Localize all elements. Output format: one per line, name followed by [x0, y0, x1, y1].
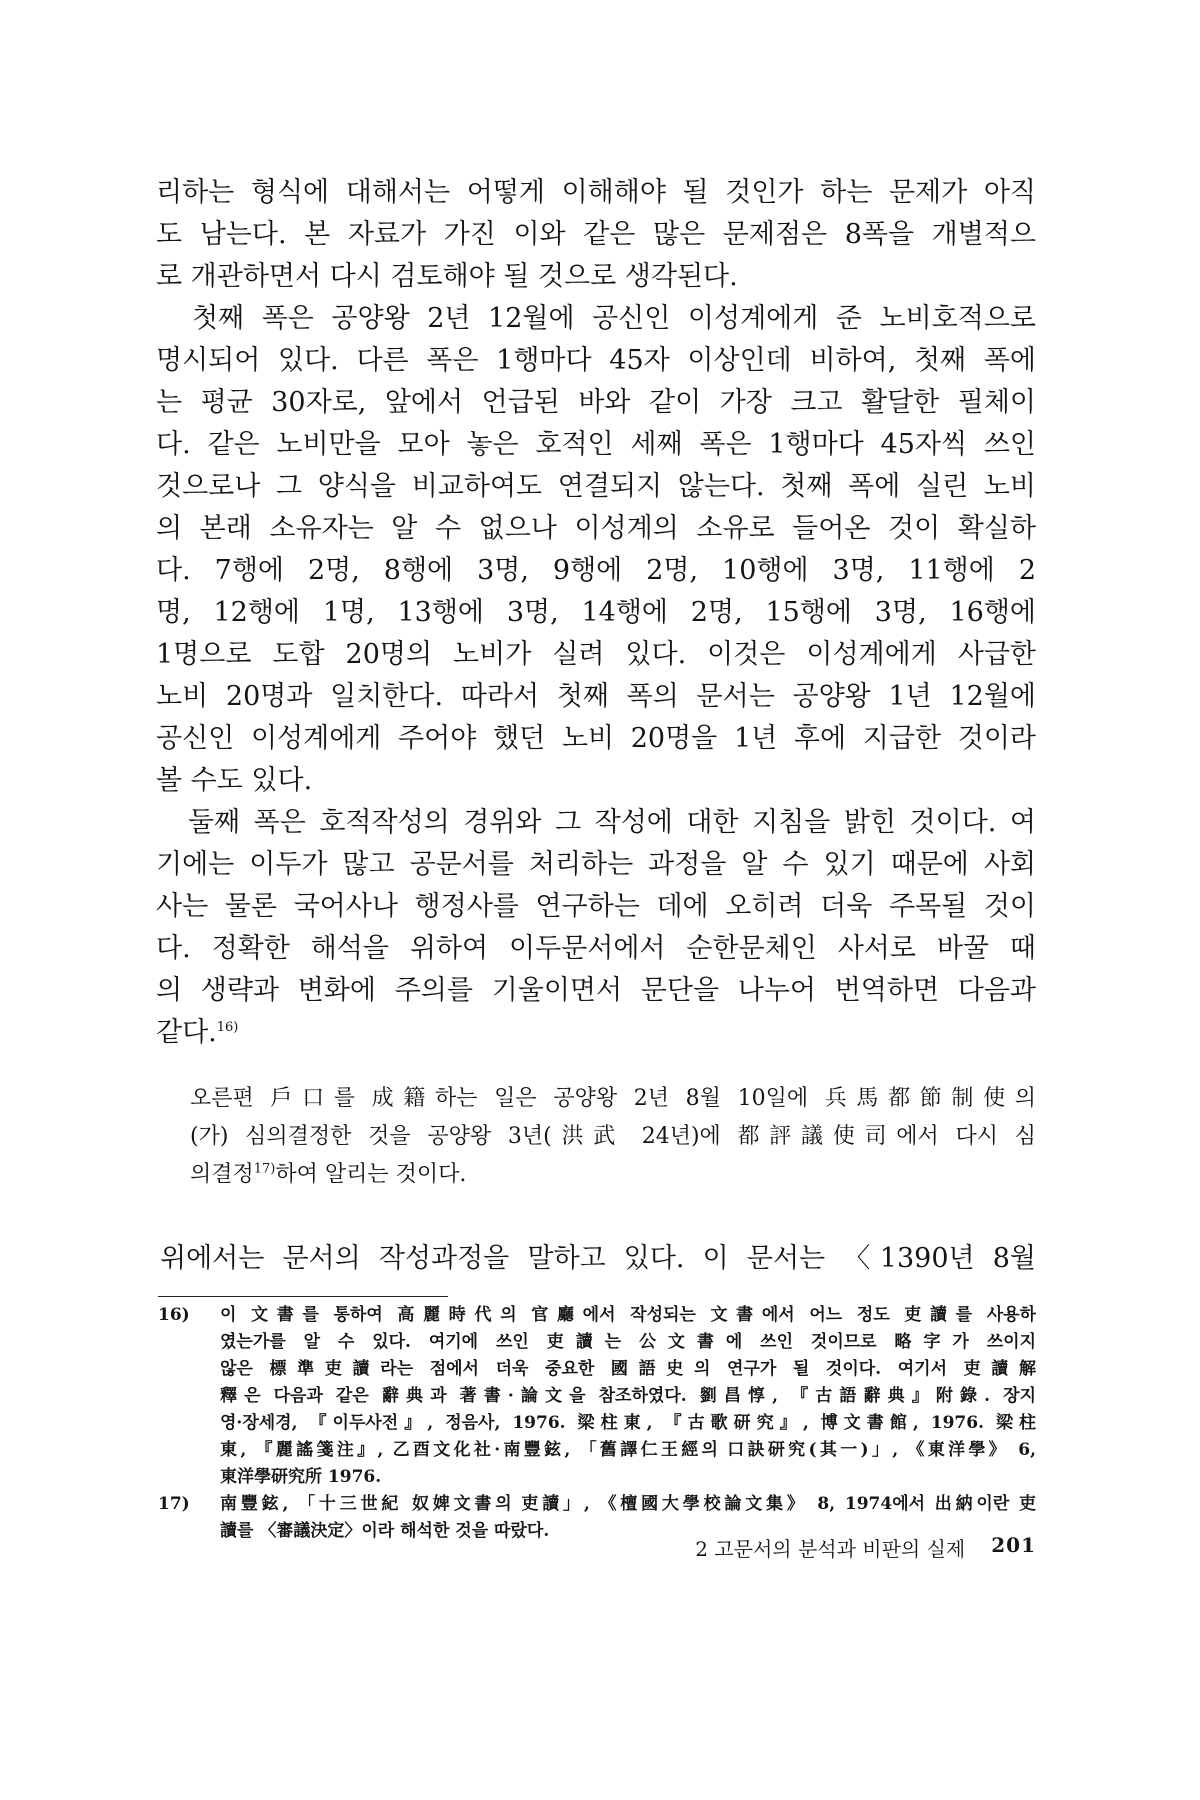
- body-line: 로 개관하면서 다시 검토해야 될 것으로 생각된다.: [156, 261, 738, 292]
- footnote-line: 釋은 다음과 같은 辭典과 著書·論文을 참조하였다. 劉昌惇, 『古語辭典』附錄. 장지: [220, 1386, 1036, 1406]
- body-line: 위에서는 문서의 작성과정을 말하고 있다. 이 문서는 〈1390년 8월: [160, 1243, 1036, 1274]
- page-number: 201: [991, 1533, 1036, 1557]
- footnote-ref-16[interactable]: 16): [216, 1020, 239, 1035]
- quote-line: (가) 심의결정한 것을 공양왕 3년(洪武 24년)에 都評議使司에서 다시 심: [190, 1124, 1036, 1149]
- body-line: 공신인 이성계에게 주어야 했던 노비 20명을 1년 후에 지급한 것이라: [156, 723, 1036, 754]
- body-line: 기에는 이두가 많고 공문서를 처리하는 과정을 알 수 있기 때문에 사회: [156, 849, 1036, 880]
- footnote-line: 않은 標準吏讀라는 점에서 더욱 중요한 國語史의 연구가 될 것이다. 여기서 吏讀解: [220, 1359, 1036, 1379]
- quote-line: [190, 1156, 1036, 1194]
- footnote-line: 東洋學研究所 1976.: [220, 1467, 382, 1487]
- body-line: 명, 12행에 1명, 13행에 3명, 14행에 2명, 15행에 3명, 16행에: [156, 597, 1036, 628]
- footnote-line: 이 文書를 통하여 高麗時代의 官廳에서 작성되는 文書에서 어느 정도 吏讀를 사용하: [220, 1305, 1036, 1325]
- body-line: 도 남는다. 본 자료가 가진 이와 같은 많은 문제점은 8폭을 개별적으: [156, 219, 1036, 250]
- body-text: [156, 172, 1036, 1054]
- footnote-body: [220, 1302, 1036, 1491]
- body-line: 의 생략과 변화에 주의를 기울이면서 문단을 나누어 번역하면 다음과: [156, 975, 1036, 1006]
- footnote-number: 17): [158, 1494, 190, 1514]
- body-last-line-text: 같다.: [156, 1017, 217, 1048]
- footnote-line: 南豐鉉, 「十三世紀 奴婢文書의 吏讀」, 《檀國大學校論文集》 8, 1974에서 出納이란 吏: [220, 1494, 1036, 1514]
- footnotes: [158, 1302, 1036, 1545]
- footnote-16: [158, 1302, 1036, 1491]
- running-footer: [596, 1533, 1036, 1562]
- body-line: 다. 정확한 해석을 위하여 이두문서에서 순한문체인 사서로 바꿀 때: [156, 933, 1036, 964]
- footnote-ref-17[interactable]: 17): [253, 1161, 276, 1177]
- quote-line-text: 하여 알리는 것이다.: [275, 1162, 467, 1187]
- body-line: 것으로나 그 양식을 비교하여도 연결되지 않는다. 첫째 폭에 실린 노비: [156, 471, 1036, 502]
- quoted-translation: [190, 1080, 1036, 1194]
- body-line: 1명으로 도합 20명의 노비가 실려 있다. 이것은 이성계에게 사급한: [156, 639, 1036, 670]
- footnote-line: 讀를 〈審議決定〉이라 해석한 것을 따랐다.: [220, 1521, 550, 1541]
- body-line: 다. 7행에 2명, 8행에 3명, 9행에 2명, 10행에 3명, 11행에 2: [156, 555, 1036, 586]
- body-line: 리하는 형식에 대해서는 어떻게 이해해야 될 것인가 하는 문제가 아직: [156, 177, 1036, 208]
- body-line: 둘째 폭은 호적작성의 경위와 그 작성에 대한 지침을 밝힌 것이다. 여: [156, 807, 1036, 838]
- body-line: 다. 같은 노비만을 모아 놓은 호적인 세째 폭은 1행마다 45자씩 쓰인: [156, 429, 1036, 460]
- footnote-divider: [158, 1296, 448, 1297]
- running-title: 2 고문서의 분석과 비판의 실제: [695, 1537, 966, 1561]
- quote-line: 오른편 戶口를 成籍하는 일은 공양왕 2년 8월 10일에 兵馬都節制使의: [190, 1086, 1036, 1111]
- body-line: 첫째 폭은 공양왕 2년 12월에 공신인 이성계에게 준 노비호적으로: [156, 303, 1036, 334]
- body-line: 볼 수도 있다.: [156, 765, 313, 796]
- body-line: 사는 물론 국어사나 행정사를 연구하는 데에 오히려 더욱 주목될 것이: [156, 891, 1036, 922]
- body-line: 노비 20명과 일치한다. 따라서 첫째 폭의 문서는 공양왕 1년 12월에: [156, 681, 1036, 712]
- footnote-line: 였는가를 알 수 있다. 여기에 쓰인 吏讀는 公文書에 쓰인 것이므로 略字가 쓰이지: [220, 1332, 1036, 1352]
- body-line: 의 본래 소유자는 알 수 없으나 이성계의 소유로 들어온 것이 확실하: [156, 513, 1036, 544]
- body-line: 는 평균 30자로, 앞에서 언급된 바와 같이 가장 크고 활달한 필체이: [156, 387, 1036, 418]
- body-last-line: [156, 1012, 1036, 1054]
- footnote-number: 16): [158, 1305, 190, 1325]
- closing-paragraph: [160, 1238, 1036, 1280]
- footnote-line: 영·장세경, 『이두사전』, 정음사, 1976. 梁柱東, 『古歌研究』, 博文書館, 1976. 梁柱: [220, 1413, 1036, 1433]
- body-line: 명시되어 있다. 다른 폭은 1행마다 45자 이상인데 비하여, 첫째 폭에: [156, 345, 1036, 376]
- footnote-line: 東, 『麗謠箋注』, 乙酉文化社·南豐鉉, 「舊譯仁王經의 口訣研究(其一)」, 《東洋學》 6,: [220, 1440, 1036, 1460]
- quote-line-text: 의결정: [190, 1162, 254, 1187]
